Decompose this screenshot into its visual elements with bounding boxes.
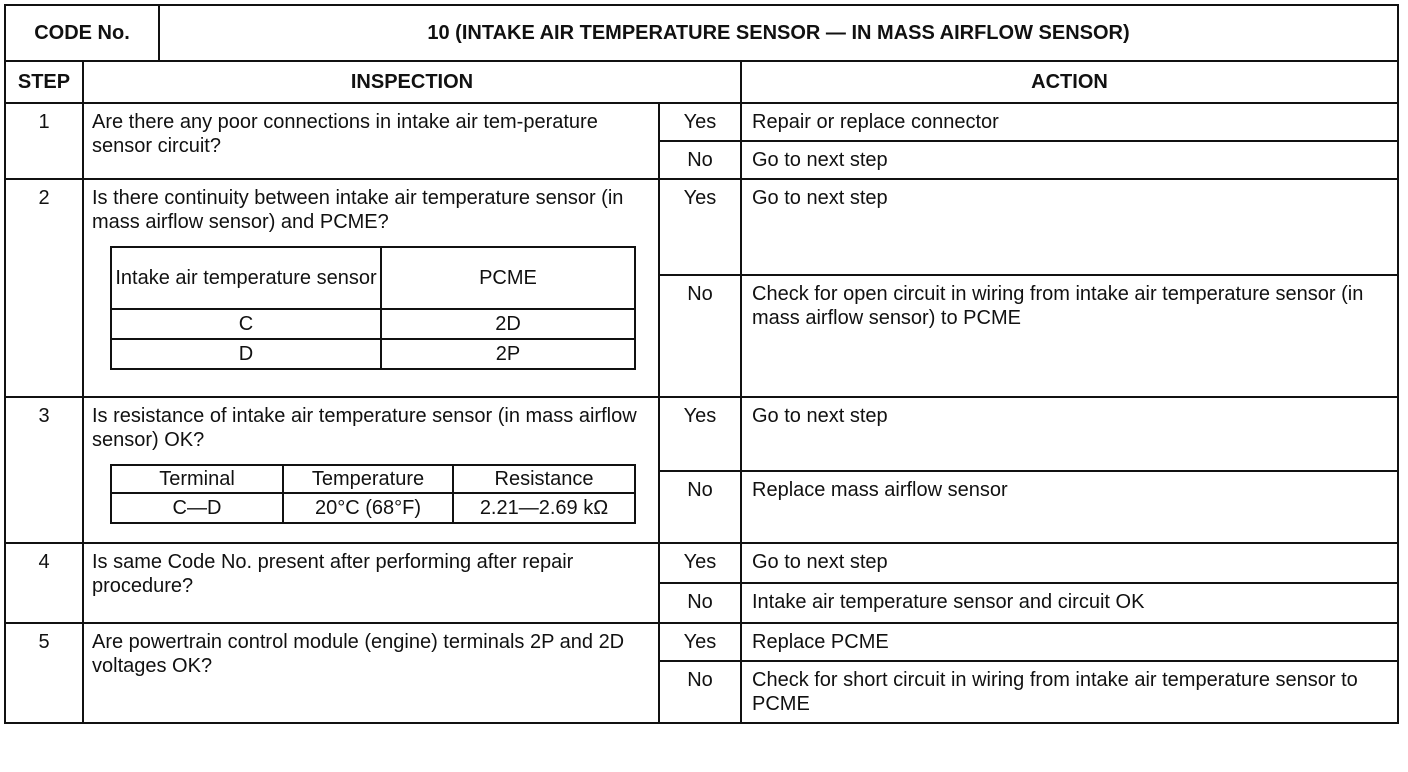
step-5-no-action: Check for short circuit in wiring from intake air temperature sensor to PCME xyxy=(741,661,1398,723)
step-3-no-label: No xyxy=(659,471,741,543)
step-3-inspection: Is resistance of intake air temperature sensor (in mass airflow sensor) OK? xyxy=(92,405,637,451)
diagnostic-table-frame xyxy=(4,4,1397,764)
subtable-header-terminal: Terminal xyxy=(111,465,283,493)
step-1-number: 1 xyxy=(5,103,83,179)
step-5-yes-row xyxy=(5,623,1398,661)
continuity-subtable xyxy=(110,246,636,370)
step-4-number: 4 xyxy=(5,543,83,623)
step-2-yes-row xyxy=(5,179,1398,275)
step-5-yes-label: Yes xyxy=(659,623,741,661)
step-4-yes-action: Go to next step xyxy=(741,543,1398,583)
diagnostic-table xyxy=(4,4,1399,724)
step-4-yes-row xyxy=(5,543,1398,583)
subtable-cell: 2.21—2.69 kΩ xyxy=(453,493,635,523)
step-column-header: STEP xyxy=(5,61,83,103)
step-5-no-label: No xyxy=(659,661,741,723)
action-column-header: ACTION xyxy=(741,61,1398,103)
step-3-yes-action: Go to next step xyxy=(741,397,1398,471)
step-3-no-action: Replace mass airflow sensor xyxy=(741,471,1398,543)
subtable-cell: C xyxy=(111,309,381,339)
step-4-no-action: Intake air temperature sensor and circuit OK xyxy=(741,583,1398,623)
step-1-no-label: No xyxy=(659,141,741,179)
subtable-header-row xyxy=(111,247,635,309)
step-5-yes-action: Replace PCME xyxy=(741,623,1398,661)
step-5-number: 5 xyxy=(5,623,83,723)
subtable-row xyxy=(111,493,635,523)
step-3-yes-label: Yes xyxy=(659,397,741,471)
inspection-column-header: INSPECTION xyxy=(83,61,741,103)
code-title: 10 (INTAKE AIR TEMPERATURE SENSOR — IN MASS AIRFLOW SENSOR) xyxy=(159,5,1398,61)
step-3-number: 3 xyxy=(5,397,83,543)
subtable-cell: 20°C (68°F) xyxy=(283,493,453,523)
subtable-header-resistance: Resistance xyxy=(453,465,635,493)
step-4-no-label: No xyxy=(659,583,741,623)
step-3-inspection-cell xyxy=(83,397,659,543)
step-5-inspection: Are powertrain control module (engine) terminals 2P and 2D voltages OK? xyxy=(83,623,659,723)
step-1-yes-action: Repair or replace connector xyxy=(741,103,1398,141)
step-2-no-label: No xyxy=(659,275,741,397)
subtable-header-temperature: Temperature xyxy=(283,465,453,493)
subtable-header-row xyxy=(111,465,635,493)
step-2-inspection-cell xyxy=(83,179,659,397)
step-2-yes-action: Go to next step xyxy=(741,179,1398,275)
header-row xyxy=(5,5,1398,61)
subtable-header-pcme: PCME xyxy=(381,247,635,309)
step-1-inspection: Are there any poor connections in intake air tem-perature sensor circuit? xyxy=(83,103,659,179)
subtable-cell: D xyxy=(111,339,381,369)
step-2-number: 2 xyxy=(5,179,83,397)
step-1-yes-label: Yes xyxy=(659,103,741,141)
resistance-subtable xyxy=(110,464,636,524)
step-1-no-action: Go to next step xyxy=(741,141,1398,179)
step-2-yes-label: Yes xyxy=(659,179,741,275)
step-4-inspection: Is same Code No. present after performing after repair procedure? xyxy=(83,543,659,623)
subtable-row xyxy=(111,309,635,339)
subtable-row xyxy=(111,339,635,369)
column-header-row xyxy=(5,61,1398,103)
subtable-cell: 2D xyxy=(381,309,635,339)
subtable-cell: 2P xyxy=(381,339,635,369)
step-1-yes-row xyxy=(5,103,1398,141)
step-2-inspection: Is there continuity between intake air temperature sensor (in mass airflow sensor) and PCME? xyxy=(92,187,624,233)
step-3-yes-row xyxy=(5,397,1398,471)
step-4-yes-label: Yes xyxy=(659,543,741,583)
step-2-no-action: Check for open circuit in wiring from intake air temperature sensor (in mass airflow sensor) to PCME xyxy=(741,275,1398,397)
subtable-cell: C—D xyxy=(111,493,283,523)
code-label: CODE No. xyxy=(5,5,159,61)
subtable-header-sensor: Intake air temperature sensor xyxy=(111,247,381,309)
